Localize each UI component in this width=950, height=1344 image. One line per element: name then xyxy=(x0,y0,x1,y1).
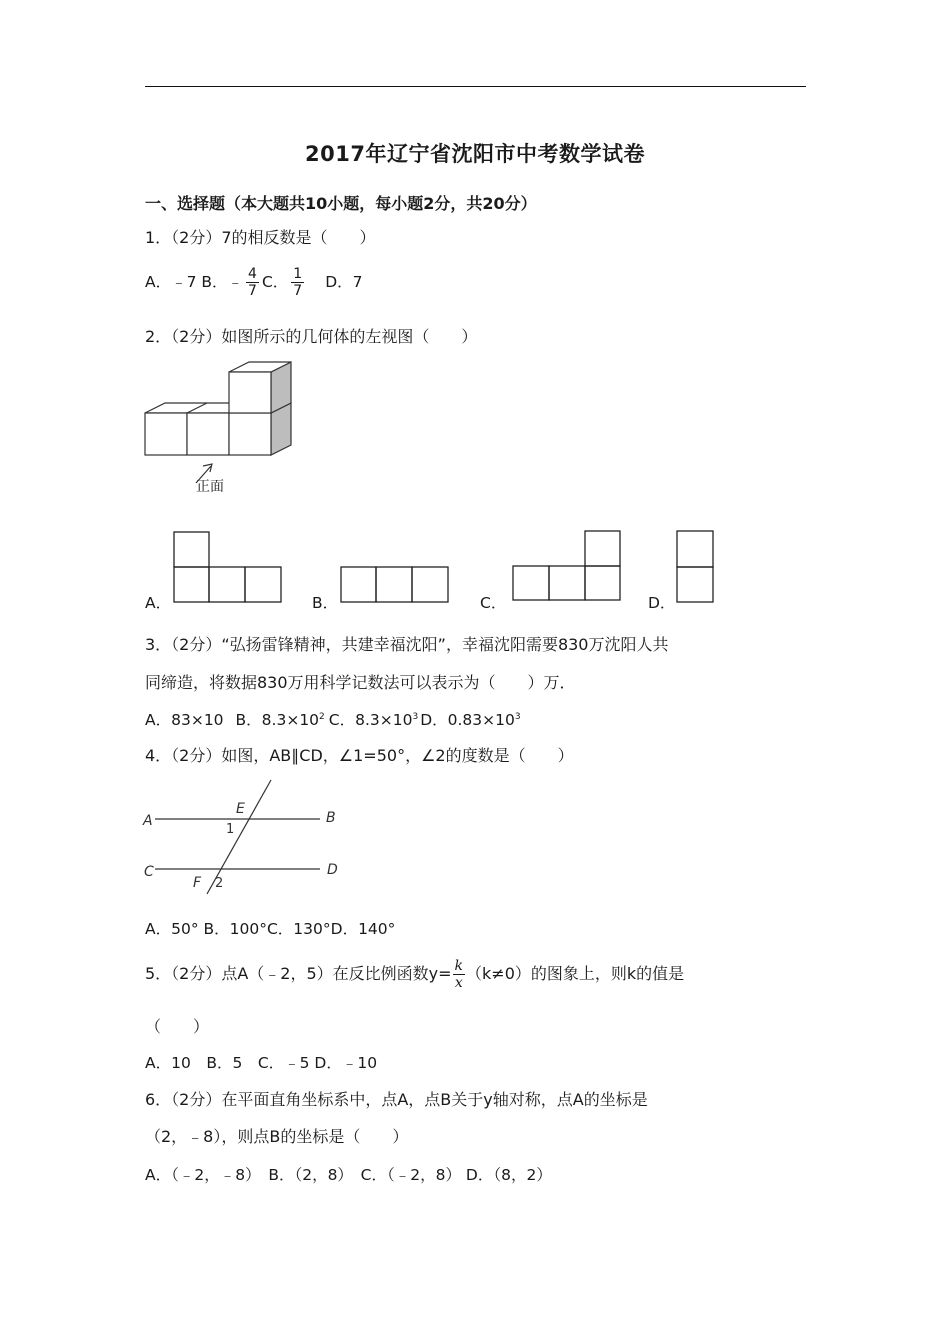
question-2-stem: 2．（2分）如图所示的几何体的左视图（ ） xyxy=(145,327,478,346)
q2-option-d-label: D． xyxy=(648,594,676,612)
q3-option-d-exp: 3 xyxy=(514,712,521,722)
q4-label-angle-2: 2 xyxy=(215,876,224,891)
q2-option-d-figure xyxy=(675,529,717,605)
q2-option-b-label: B． xyxy=(312,594,339,612)
q2-option-b-figure xyxy=(339,565,451,604)
question-3-line-2: 同缔造，将数据830万用科学记数法可以表示为（ ）万． xyxy=(145,673,576,692)
q1-fraction-c xyxy=(291,266,304,299)
q5-stem-end: （k≠0）的图象上，则k的值是 xyxy=(466,964,685,983)
q4-parallel-lines-figure xyxy=(140,778,350,898)
question-6-line-1: 6．（2分）在平面直角坐标系中，点A，点B关于y轴对称，点A的坐标是 xyxy=(145,1090,648,1109)
q4-label-e: E xyxy=(236,801,245,817)
q3-option-c-exp: 3 xyxy=(412,712,419,722)
question-6-options: A．（﹣2，﹣8） B．（2，8） C．（﹣2，8） D．（8，2） xyxy=(145,1166,552,1184)
q4-label-f: F xyxy=(193,875,202,891)
q5-fraction-num: k xyxy=(454,958,464,974)
q1-fraction-b xyxy=(246,266,259,299)
q5-stem-start: 5．（2分）点A（﹣2，5）在反比例函数y= xyxy=(145,964,452,983)
question-4-options: A．50° B．100°C．130°D．140° xyxy=(145,920,396,938)
question-4-stem: 4．（2分）如图，AB∥CD，∠1=50°，∠2的度数是（ ） xyxy=(145,746,574,765)
q1-option-d: D．7 xyxy=(325,273,363,291)
q1-fraction-b-num: 4 xyxy=(248,266,257,282)
q1-fraction-c-den: 7 xyxy=(293,283,303,299)
q2-option-c-label: C． xyxy=(480,594,507,612)
header-rule xyxy=(145,86,806,87)
section-heading: 一、选择题（本大题共10小题，每小题2分，共20分） xyxy=(145,194,537,213)
question-5-stem xyxy=(145,958,684,991)
q4-label-d: D xyxy=(327,862,338,878)
question-1-options xyxy=(145,266,363,299)
q5-fraction-k-over-x xyxy=(453,958,465,991)
page-title: 2017年辽宁省沈阳市中考数学试卷 xyxy=(305,142,645,166)
q1-fraction-c-num: 1 xyxy=(293,266,303,282)
q1-option-c-label: C． xyxy=(261,273,289,291)
q3-option-b: B．8.3×10 xyxy=(235,711,320,729)
q3-option-a: A．83×10 xyxy=(145,711,224,729)
q4-label-a: A xyxy=(143,813,153,829)
q1-neg-sign: ﹣ xyxy=(227,273,244,291)
q3-option-b-exp: 2 xyxy=(319,712,325,722)
q1-fraction-b-den: 7 xyxy=(248,283,257,299)
question-5-line-2: （ ） xyxy=(145,1017,210,1036)
q4-label-angle-1: 1 xyxy=(226,822,235,837)
q2-option-a-label: A． xyxy=(145,594,172,612)
q5-fraction-den: x xyxy=(454,975,463,991)
q2-option-a-figure xyxy=(172,530,284,604)
q3-option-c: C．8.3×10 xyxy=(328,711,413,729)
question-1-stem: 1．（2分）7的相反数是（ ） xyxy=(145,228,376,247)
q4-label-b: B xyxy=(326,810,336,826)
q2-front-label: 正面 xyxy=(196,479,224,495)
q4-label-c: C xyxy=(144,864,154,880)
question-6-line-2: （2，﹣8），则点B的坐标是（ ） xyxy=(145,1127,409,1146)
question-3-line-1: 3．（2分）“弘扬雷锋精神，共建幸福沈阳”，幸福沈阳需要830万沈阳人共 xyxy=(145,635,669,654)
question-3-options xyxy=(145,709,521,731)
q2-option-c-figure xyxy=(511,529,623,603)
q1-option-a-b: A．﹣7 B． xyxy=(145,273,228,291)
q3-option-d: D．0.83×10 xyxy=(420,711,515,729)
question-5-options: A．10 B．5 C．﹣5 D．﹣10 xyxy=(145,1054,378,1072)
